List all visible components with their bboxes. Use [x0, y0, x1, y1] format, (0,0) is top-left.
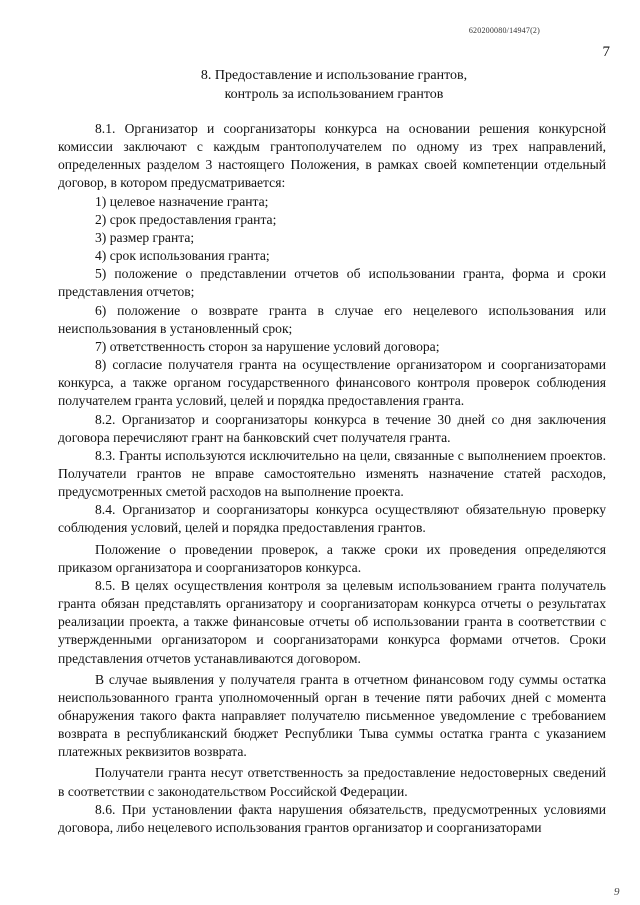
list-item-6: 6) положение о возврате гранта в случае его нецелевого использования или неиспользования в установленный срок;	[58, 302, 606, 336]
paragraph-8-4: 8.4. Организатор и соорганизаторы конкурса осуществляют обязательную проверку соблюдения условий, целей и порядка предоставления грантов.	[58, 502, 606, 536]
list-item-1: 1) целевое назначение гранта;	[95, 193, 269, 209]
corner-mark: 9	[614, 886, 620, 898]
document-code: 620200080/14947(2)	[468, 26, 540, 35]
paragraph-8-3: 8.3. Гранты используются исключительно на цели, связанные с выполнением проектов. Получатели грантов не вправе самостоятельно изменять назначение статей расходов, предусмотренных сметой расходов на выполнение проекта.	[58, 447, 606, 500]
page-number: 7	[602, 44, 610, 60]
paragraph-8-1: 8.1. Организатор и соорганизаторы конкурса на основании решения конкурсной комиссии заключают с каждым грантополучателем по одному из трех направлений, определенных разделом 3 настоящего Положения, в рамках своей компетенции отдельный договор, в котором предусматривается:	[58, 121, 606, 191]
list-item-7: 7) ответственность сторон за нарушение условий договора;	[95, 338, 440, 354]
paragraph-liability: Получатели гранта несут ответственность за предоставление недостоверных сведений в соответствии с законодательством Российской Федерации.	[58, 765, 606, 799]
section-heading-line-2: контроль за использованием грантов	[224, 87, 444, 102]
section-heading	[70, 66, 598, 104]
paragraph-remainder-return: В случае выявления у получателя гранта в отчетном финансовом году суммы остатка неиспользованного гранта уполномоченный орган в течение пяти рабочих дней с момента обнаружения такого факта направляет получателю письменное уведомление с требованием возврата в республиканский бюджет Республики Тыва суммы остатка гранта с указанием платежных реквизитов возврата.	[58, 671, 606, 760]
list-item-3: 3) размер гранта;	[95, 229, 195, 245]
paragraph-inspection: Положение о проведении проверок, а также сроки их проведения определяются приказом организатора и соорганизаторов конкурса.	[58, 541, 606, 575]
paragraph-8-2: 8.2. Организатор и соорганизаторы конкурса в течение 30 дней со дня заключения договора перечисляют грант на банковский счет получателя гранта.	[58, 411, 606, 445]
list-item-5: 5) положение о представлении отчетов об использовании гранта, форма и сроки представления отчетов;	[58, 266, 606, 300]
list-item-4: 4) срок использования гранта;	[95, 248, 270, 264]
paragraph-8-5: 8.5. В целях осуществления контроля за целевым использованием гранта получатель гранта обязан представлять организатору и соорганизаторам конкурса отчеты о результатах реализации проекта, а также финансовые отчеты об использовании гранта в соответствии с утвержденными организатором и соорганизаторами конкурса формами отчетов. Сроки представления отчетов устанавливаются договором.	[58, 577, 606, 666]
section-heading-line-1: 8. Предоставление и использование грантов,	[200, 68, 468, 83]
paragraph-8-6: 8.6. При установлении факта нарушения обязательств, предусмотренных условиями договора, либо нецелевого использования грантов организатор и соорганизаторами	[58, 801, 606, 835]
list-item-2: 2) срок предоставления гранта;	[95, 211, 277, 227]
list-item-8: 8) согласие получателя гранта на осуществление организатором и соорганизаторами конкурса, а также органом государственного финансового контроля проверок соблюдения получателем гранта условий, целей и порядка предоставления гранта.	[58, 357, 606, 409]
document-body	[58, 120, 606, 837]
